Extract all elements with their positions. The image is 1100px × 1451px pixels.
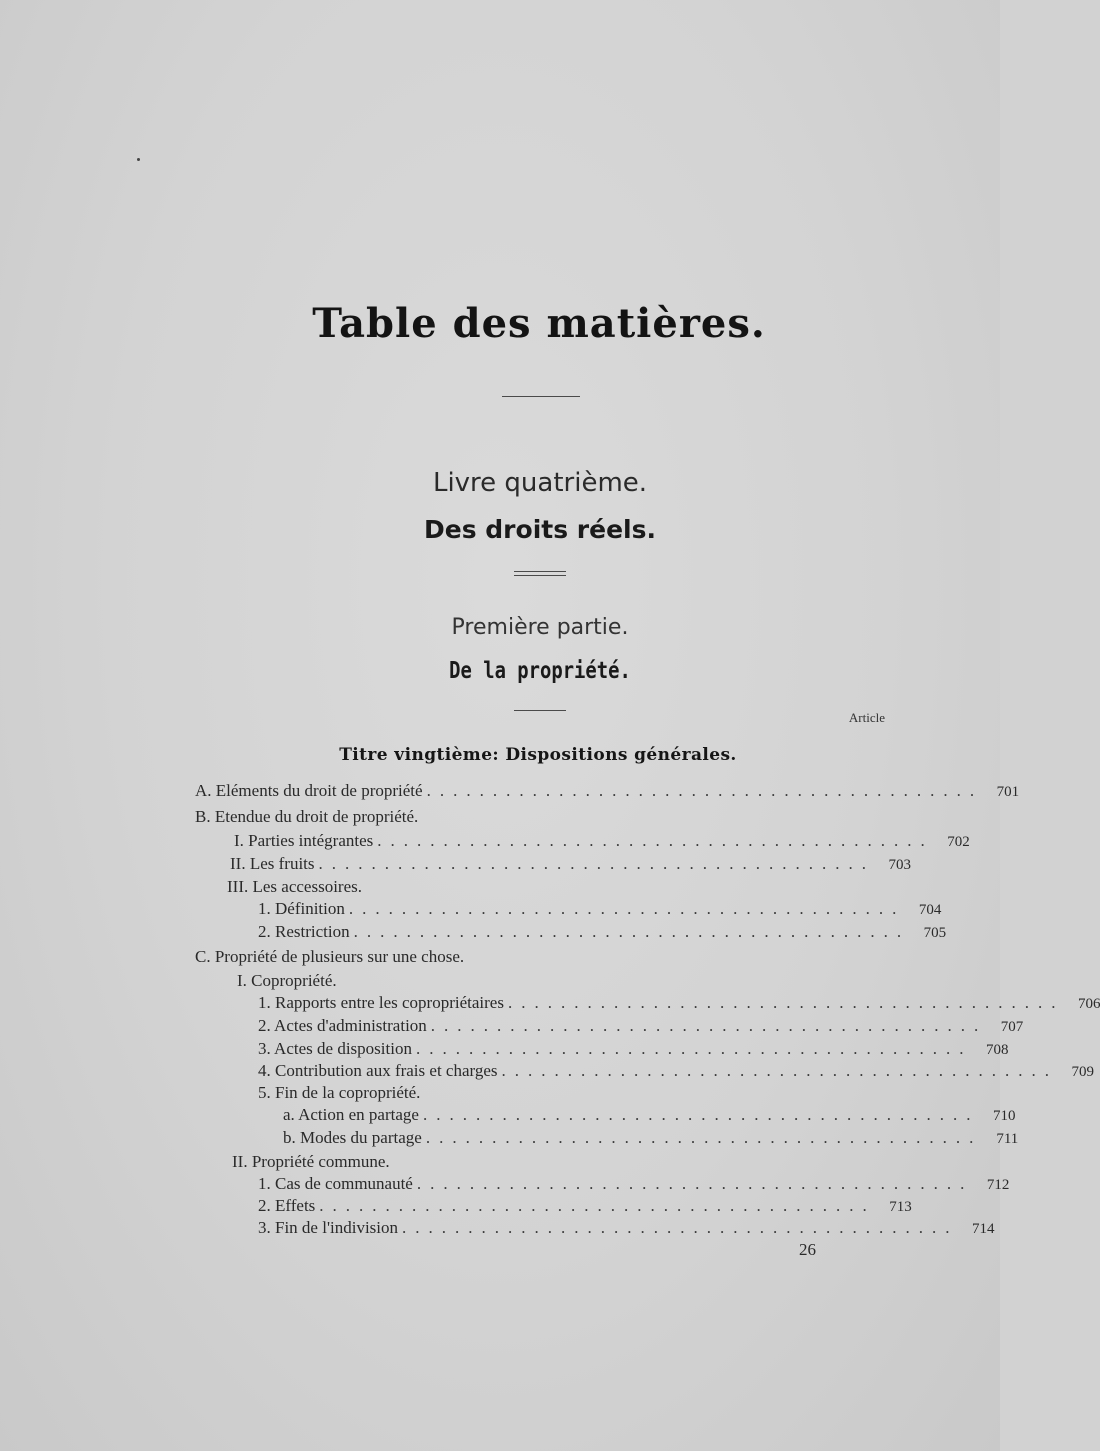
toc-entry-label: I. Parties intégrantes [234,831,374,850]
print-speck [137,158,140,161]
double-divider-top [514,571,566,572]
toc-entry-article: 710 [992,1108,1016,1124]
leader-dots: .......................................... [501,1061,1059,1080]
toc-entry-label: II. Propriété commune. [232,1152,390,1171]
toc-entry [195,807,885,831]
toc-entry[interactable] [258,899,942,923]
leader-dots: .......................................... [319,1196,876,1215]
leader-dots: .......................................... [348,899,906,918]
toc-entry-label: B. Etendue du droit de propriété. [195,807,419,826]
divider [502,396,580,397]
toc-entry[interactable] [195,781,1020,805]
leader-dots: .......................................... [425,1128,983,1147]
toc-entry[interactable] [258,1016,1024,1040]
toc-entry-label: III. Les accessoires. [227,877,362,896]
toc-entry-article: 706 [1077,996,1100,1012]
toc-entry[interactable] [258,1039,1009,1063]
toc-entry[interactable] [258,1196,912,1220]
divider [514,710,566,711]
toc-entry-label: 1. Rapports entre les copropriétaires [258,993,504,1012]
toc-entry-label: I. Copropriété. [237,971,337,990]
toc-entry-label: 5. Fin de la copropriété. [258,1083,421,1102]
page-title: Table des matières. [312,300,766,347]
article-column-header: Article [848,710,885,725]
toc-entry-label: 1. Définition [258,899,345,918]
leader-dots: .......................................... [353,922,911,941]
page-number: 26 [799,1240,816,1259]
toc-entry[interactable] [230,854,912,878]
toc-entry[interactable] [258,993,1100,1017]
leader-dots: .......................................... [430,1016,988,1035]
leader-dots: .......................................... [416,1174,974,1193]
toc-entry[interactable] [258,1218,995,1242]
toc-entry-label: 3. Fin de l'indivision [258,1218,399,1237]
toc-entry[interactable] [283,1128,1019,1152]
toc-entry-label: 2. Actes d'administration [258,1016,427,1035]
leader-dots: .......................................... [422,1105,980,1124]
toc-entry[interactable] [258,1061,1095,1085]
toc-entry [195,947,885,971]
toc-entry-label: 4. Contribution aux frais et charges [258,1061,498,1080]
toc-entry-article: 709 [1071,1064,1095,1080]
toc-entry-article: 711 [996,1131,1019,1147]
toc-entry-label: 3. Actes de disposition [258,1039,412,1058]
toc-entry [258,1083,885,1107]
toc-entry-label: C. Propriété de plusieurs sur une chose. [195,947,465,966]
toc-entry-article: 713 [889,1199,912,1215]
toc-entry-article: 705 [923,925,947,941]
leader-dots: .......................................... [402,1218,959,1237]
toc-entry-article: 703 [888,857,912,873]
toc-entry-label: II. Les fruits [230,854,315,873]
toc-entry-article: 712 [986,1177,1010,1193]
part-subtitle: De la propriété. [449,658,631,684]
toc-entry-label: 2. Restriction [258,922,350,941]
book-heading: Livre quatrième. [432,468,648,498]
toc-entry-label: 2. Effets [258,1196,316,1215]
part-heading: Première partie. [451,615,629,640]
leader-dots: .......................................... [318,854,876,873]
toc-entry-label: b. Modes du partage [283,1128,422,1147]
toc-entry[interactable] [283,1105,1016,1129]
leader-dots: .......................................... [415,1039,973,1058]
toc-entry [232,1152,885,1176]
double-divider-bottom [514,575,566,576]
book-subtitle: Des droits réels. [424,515,656,544]
toc-entry[interactable] [234,831,970,855]
toc-entry-article: 714 [972,1221,995,1237]
leader-dots: .......................................... [377,831,934,850]
toc-entry[interactable] [258,922,947,946]
toc-entry-article: 707 [1000,1019,1024,1035]
toc-entry [227,877,885,901]
leader-dots: .......................................... [426,781,984,800]
toc-entry-label: 1. Cas de communauté [258,1174,413,1193]
toc-entry-label: a. Action en partage [283,1105,419,1124]
toc-entry-label: A. Eléments du droit de propriété [195,781,423,800]
toc-entry-article: 701 [996,784,1020,800]
toc-entry-article: 702 [947,834,970,850]
toc-entry-article: 704 [918,902,942,918]
toc-entry [237,971,885,995]
toc-entry-article: 708 [985,1042,1009,1058]
toc-entry[interactable] [258,1174,1010,1198]
leader-dots: .......................................... [507,993,1065,1012]
section-title: Titre vingtième: Dispositions générales. [339,745,737,765]
